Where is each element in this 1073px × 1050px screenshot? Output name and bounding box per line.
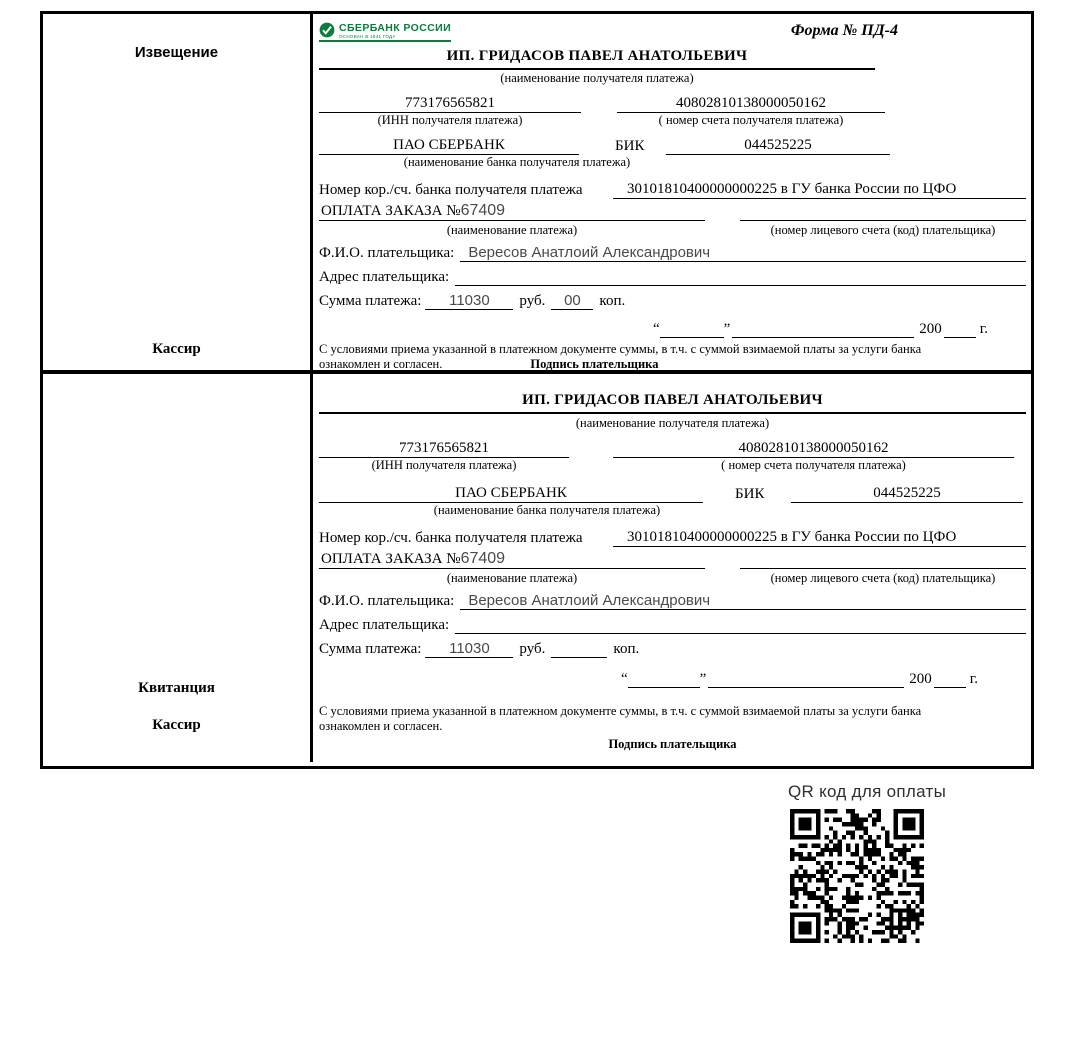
sberbank-logo — [319, 22, 451, 42]
notice-section — [43, 14, 1031, 374]
signature-label: Подпись плательщика — [530, 357, 659, 370]
qr-caption: QR код для оплаты — [788, 782, 947, 801]
year-suffix: г. — [979, 321, 988, 337]
bank-row — [319, 134, 1026, 155]
order-number-value: 67409 — [460, 202, 506, 219]
notice-label: Извещение — [134, 44, 219, 61]
date-month-field — [708, 687, 904, 688]
amount-row — [319, 638, 1026, 658]
inn-caption: (ИНН получателя платежа) — [377, 113, 523, 127]
corr-account-label: Номер кор./сч. банка получателя платежа — [319, 530, 583, 546]
payer-address-row — [319, 614, 1026, 634]
payer-name-label: Ф.И.О. плательщика: — [319, 593, 455, 609]
inn-account-row — [319, 437, 1026, 458]
close-quote: ” — [699, 671, 707, 687]
payer-address-row — [319, 266, 1026, 286]
payer-name-row — [319, 590, 1026, 610]
payer-address-label: Адрес плательщика: — [319, 269, 450, 285]
inn-value: 773176565821 — [319, 440, 569, 458]
payment-name-caption: (наименование платежа) — [446, 223, 578, 237]
date-day-field — [660, 337, 724, 338]
kop-label: коп. — [613, 641, 640, 657]
corr-account-row — [319, 177, 1026, 199]
personal-account-caption: (номер лицевого счета (код) плательщика) — [770, 223, 996, 237]
kop-label: коп. — [599, 293, 626, 309]
inn-value: 773176565821 — [319, 95, 581, 113]
date-row — [319, 668, 1026, 688]
amount-kop-value — [551, 657, 607, 658]
payer-address-label: Адрес плательщика: — [319, 617, 450, 633]
sberbank-emblem-icon — [319, 22, 335, 38]
payer-name-value: Вересов Анатлоий Александрович — [460, 592, 1026, 610]
amount-label: Сумма платежа: — [319, 641, 422, 657]
payer-address-value — [455, 285, 1026, 286]
bank-caption: (наименование банка получателя платежа) — [403, 155, 631, 169]
year-prefix: 200 — [909, 671, 932, 687]
date-year-field — [934, 687, 966, 688]
receipt-body — [313, 374, 1031, 762]
notice-body — [313, 14, 1031, 370]
qr-code — [790, 809, 924, 943]
date-year-field — [944, 337, 976, 338]
bank-row — [319, 481, 1026, 503]
corr-account-label: Номер кор./сч. банка получателя платежа — [319, 182, 583, 198]
bank-logo-text: СБЕРБАНК РОССИИ — [339, 22, 452, 34]
date-row — [319, 318, 1026, 338]
inn-caption: (ИНН получателя платежа) — [371, 458, 517, 472]
year-prefix: 200 — [919, 321, 942, 337]
inn-account-row — [319, 92, 1026, 113]
account-caption: ( номер счета получателя платежа) — [658, 113, 844, 127]
pd4-form — [40, 11, 1034, 769]
personal-account-field — [740, 201, 1026, 221]
agreement-text: С условиями приема указанной в платежном документе суммы, в т.ч. с суммой взимаемой платы за услуги банка ознакомлен и согласен. Подпись плательщика — [319, 342, 922, 370]
payer-name-label: Ф.И.О. плательщика: — [319, 245, 455, 261]
date-month-field — [732, 337, 914, 338]
date-day-field — [628, 687, 700, 688]
open-quote: “ — [652, 321, 660, 337]
amount-kop-value: 00 — [551, 292, 593, 310]
payment-name-row — [319, 549, 1026, 569]
payment-name-prefix: ОПЛАТА ЗАКАЗА № — [321, 203, 461, 219]
signature-label: Подпись плательщика — [608, 737, 737, 751]
rub-label: руб. — [519, 293, 546, 309]
payment-name-row — [319, 201, 1026, 221]
bik-value: 044525225 — [791, 485, 1023, 503]
amount-label: Сумма платежа: — [319, 293, 422, 309]
order-number-value: 67409 — [460, 550, 506, 567]
receipt-left-cell — [43, 374, 313, 762]
bank-name-value: ПАО СБЕРБАНК — [319, 485, 703, 503]
bik-label: БИК — [735, 486, 765, 502]
payer-address-value — [455, 633, 1026, 634]
account-value: 40802810138000050162 — [617, 95, 885, 113]
payer-name-value: Вересов Анатлоий Александрович — [460, 244, 1026, 262]
bank-logo-subtext: ОСНОВАН В 1841 ГОДУ — [339, 34, 396, 39]
receipt-label: Квитанция — [138, 680, 215, 696]
account-caption: ( номер счета получателя платежа) — [721, 458, 906, 472]
form-number: Форма № ПД-4 — [790, 22, 898, 39]
year-suffix: г. — [969, 671, 978, 687]
corr-account-row — [319, 525, 1026, 547]
open-quote: “ — [620, 671, 628, 687]
account-value: 40802810138000050162 — [613, 440, 1014, 458]
bik-label: БИК — [615, 138, 645, 154]
recipient-name: ИП. ГРИДАСОВ ПАВЕЛ АНАТОЛЬЕВИЧ — [319, 390, 1026, 414]
rub-label: руб. — [519, 641, 546, 657]
recipient-name: ИП. ГРИДАСОВ ПАВЕЛ АНАТОЛЬЕВИЧ — [319, 48, 875, 70]
payment-name-caption: (наименование платежа) — [446, 571, 578, 585]
bank-caption: (наименование банка получателя платежа) — [433, 503, 661, 517]
header-row — [319, 22, 1026, 48]
payment-name-prefix: ОПЛАТА ЗАКАЗА № — [321, 551, 461, 567]
cashier-label: Кассир — [152, 717, 201, 733]
notice-left-cell — [43, 14, 313, 370]
cashier-label: Кассир — [152, 341, 201, 357]
qr-block — [788, 782, 946, 943]
corr-account-value: 30101810400000000225 в ГУ банка России по ЦФО — [613, 529, 1026, 547]
corr-account-value: 30101810400000000225 в ГУ банка России по ЦФО — [613, 181, 1026, 199]
recipient-caption: (наименование получателя платежа) — [575, 416, 770, 430]
personal-account-field — [740, 549, 1026, 569]
bank-name-value: ПАО СБЕРБАНК — [319, 137, 579, 155]
recipient-caption: (наименование получателя платежа) — [500, 71, 694, 85]
amount-rub-value: 11030 — [425, 640, 513, 658]
close-quote: ” — [723, 321, 731, 337]
bik-value: 044525225 — [666, 137, 890, 155]
payer-name-row — [319, 242, 1026, 262]
receipt-section — [43, 374, 1031, 762]
agreement-text: С условиями приема указанной в платежном документе суммы, в т.ч. с суммой взимаемой платы за услуги банка ознакомлен и согласен. — [319, 704, 922, 733]
amount-rub-value: 11030 — [425, 292, 513, 310]
amount-row — [319, 290, 1026, 310]
personal-account-caption: (номер лицевого счета (код) плательщика) — [770, 571, 996, 585]
